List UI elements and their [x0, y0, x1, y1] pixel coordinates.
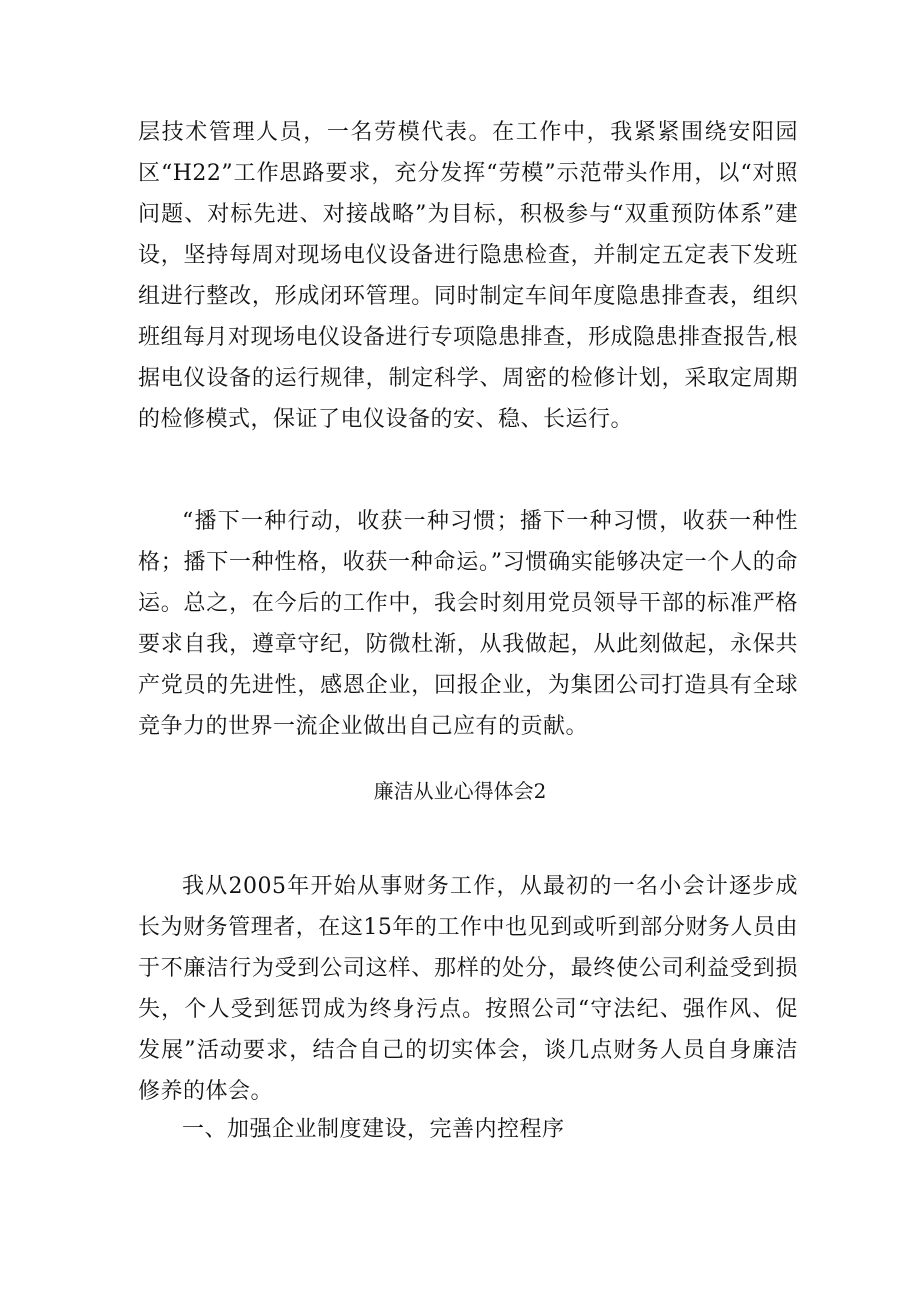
- section-heading-one: 一、加强企业制度建设，完善内控程序: [182, 1117, 565, 1142]
- body-paragraph-continued: 层技术管理人员，一名劳模代表。在工作中，我紧紧围绕安阳园区“H22”工作思路要求，充分发挥“劳模”示范带头作用，以“对照问题、对标先进、对接战略”为目标，积极参与“双重预防体系”建设，坚持每周对现场电仪设备进行隐患检查，并制定五定表下发班组进行整改，形成闭环管理。同时制定车间年度隐患排查表，组织班组每月对现场电仪设备进行专项隐患排查，形成隐患排查报告,根据电仪设备的运行规律，制定科学、周密的检修计划，采取定周期的检修模式，保证了电仪设备的安、稳、长运行。: [138, 120, 798, 432]
- section-title: 廉洁从业心得体会2: [373, 779, 547, 803]
- body-paragraph-quote: “播下一种行动，收获一种习惯；播下一种习惯，收获一种性格；播下一种性格，收获一种命运。”习惯确实能够决定一个人的命运。总之，在今后的工作中，我会时刻用党员领导干部的标准严格要求自我，遵章守纪，防微杜渐，从我做起，从此刻做起，永保共产党员的先进性，感恩企业，回报企业，为集团公司打造具有全球竞争力的世界一流企业做出自己应有的贡献。: [138, 509, 798, 739]
- body-paragraph-intro: 我从2005年开始从事财务工作，从最初的一名小会计逐步成长为财务管理者，在这15年的工作中也见到或听到部分财务人员由于不廉洁行为受到公司这样、那样的处分，最终使公司利益受到损失，个人受到惩罚成为终身污点。按照公司“守法纪、强作风、促发展”活动要求，结合自己的切实体会，谈几点财务人员自身廉洁修养的体会。: [138, 874, 798, 1104]
